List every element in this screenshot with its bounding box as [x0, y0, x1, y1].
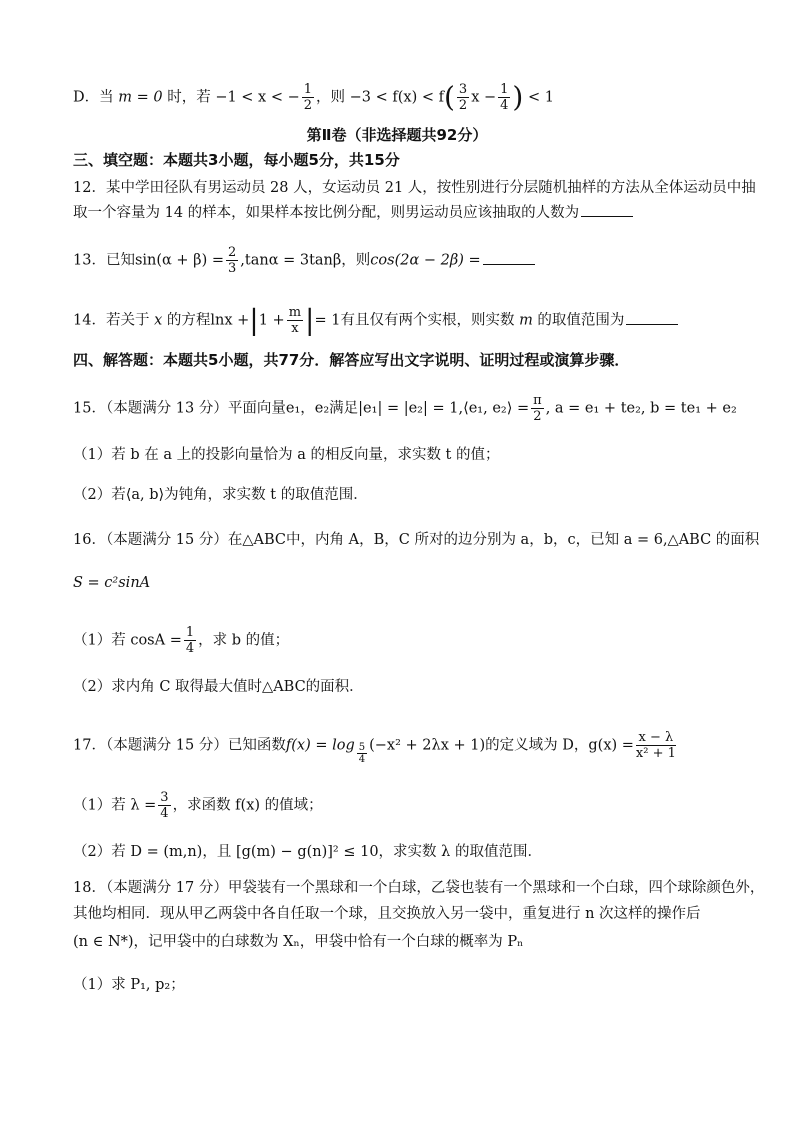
fraction: $\frac{2}{3}$ [228, 245, 237, 276]
q15-part2: （2）若⟨a, b⟩为钝角，求实数 t 的取值范围． [73, 487, 368, 503]
answer-blank [483, 250, 535, 265]
q14: 14．若关于 x 的方程lnx +|1 + $\frac{m}{x}$ |= 1有且仅有两个实根，则实数 m 的取值范围为 [73, 305, 734, 336]
q16-line2: S = c²sinA [73, 575, 151, 591]
q17-part1: （1）若 λ = $\frac{3}{4}$ ，求函数 f(x) 的值域； [73, 790, 323, 821]
answer-blank [581, 202, 633, 217]
fraction: $\frac{1}{4}$ [185, 625, 195, 656]
answer-blank [626, 310, 678, 325]
part2-title: 第Ⅱ卷（非选择题共92分） [306, 126, 488, 144]
fraction: $\frac{x - \lambda}{\text{x² + 1}}$ [635, 730, 676, 761]
log-base: $\frac{5}{4}$ [358, 741, 366, 765]
q18-line1: 18．（本题满分 17 分）甲袋装有一个黑球和一个白球，乙袋也装有一个黑球和一个白球，四个球除颜色外， [73, 880, 765, 896]
q13: 13．已知sin(α + β) = $\frac{2}{3}$ ,tanα = 3tanβ，则cos(2α − 2β) = [73, 245, 734, 276]
q17-head: 17．（本题满分 15 分）已知函数f(x) = log $\frac{5}{4}$ (−x² + 2λx + 1)的定义域为 D，g(x) = $\frac{x - \lambda}{\text{x² + 1}}$ [73, 730, 676, 765]
fraction: $\frac{3}{2}$ [458, 82, 468, 113]
q17-part2: （2）若 D = (m,n)，且 [g(m) − g(n)]² ≤ 10，求实数 λ 的取值范围． [73, 844, 542, 860]
q15-head: 15．（本题满分 13 分）平面向量e₁，e₂满足|e₁| = |e₂| = 1,⟨e₁, e₂⟩ = $\frac{\pi}{2}$ , a = e₁ + te₂, b = te₁ + e₂ [73, 393, 737, 424]
fraction: $\frac{1}{2}$ [303, 82, 313, 113]
q16-part1: （1）若 cosA = $\frac{1}{4}$ ，求 b 的值； [73, 625, 290, 656]
q12-line2: 取一个容量为 14 的样本，如果样本按比例分配，则男运动员应该抽取的人数为 [73, 202, 734, 223]
q18-line2: 其他均相同．现从甲乙两袋中各自任取一个球，且交换放入另一袋中，重复进行 n 次这样的操作后 [73, 906, 701, 922]
section3-title: 三、填空题：本题共3小题，每小题5分，共15分 [73, 151, 400, 169]
q15-part1: （1）若 b 在 a 上的投影向量恰为 a 的相反向量，求实数 t 的值； [73, 447, 500, 463]
fraction: $\frac{m}{x}$ [288, 305, 302, 336]
option-d: D．当 m = 0 时，若 −1 < x < − $\frac{1}{2}$ ，则 −3 < f(x) < f( $\frac{3}{2}$ x − $\frac{1}{4}$ ) < 1 [73, 80, 554, 114]
q18-part1: （1）求 P₁, p₂； [73, 977, 185, 993]
q16-part2: （2）求内角 C 取得最大值时△ABC的面积． [73, 679, 364, 695]
q16-line1: 16．（本题满分 15 分）在△ABC中，内角 A，B，C 所对的边分别为 a，b，c，已知 a = 6,△ABC 的面积 [73, 532, 760, 548]
fraction: $\frac{\pi}{2}$ [533, 393, 542, 424]
fraction: $\frac{3}{4}$ [160, 790, 169, 821]
section4-title: 四、解答题：本题共5小题，共77分．解答应写出文字说明、证明过程或演算步骤． [73, 351, 630, 369]
fraction: $\frac{1}{4}$ [500, 82, 509, 113]
q12-line1: 12．某中学田径队有男运动员 28 人，女运动员 21 人，按性别进行分层随机抽样的方法从全体运动员中抽 [73, 180, 756, 196]
q18-line3: (n ∈ N*)，记甲袋中的白球数为 Xₙ，甲袋中恰有一个白球的概率为 Pₙ [73, 934, 524, 950]
